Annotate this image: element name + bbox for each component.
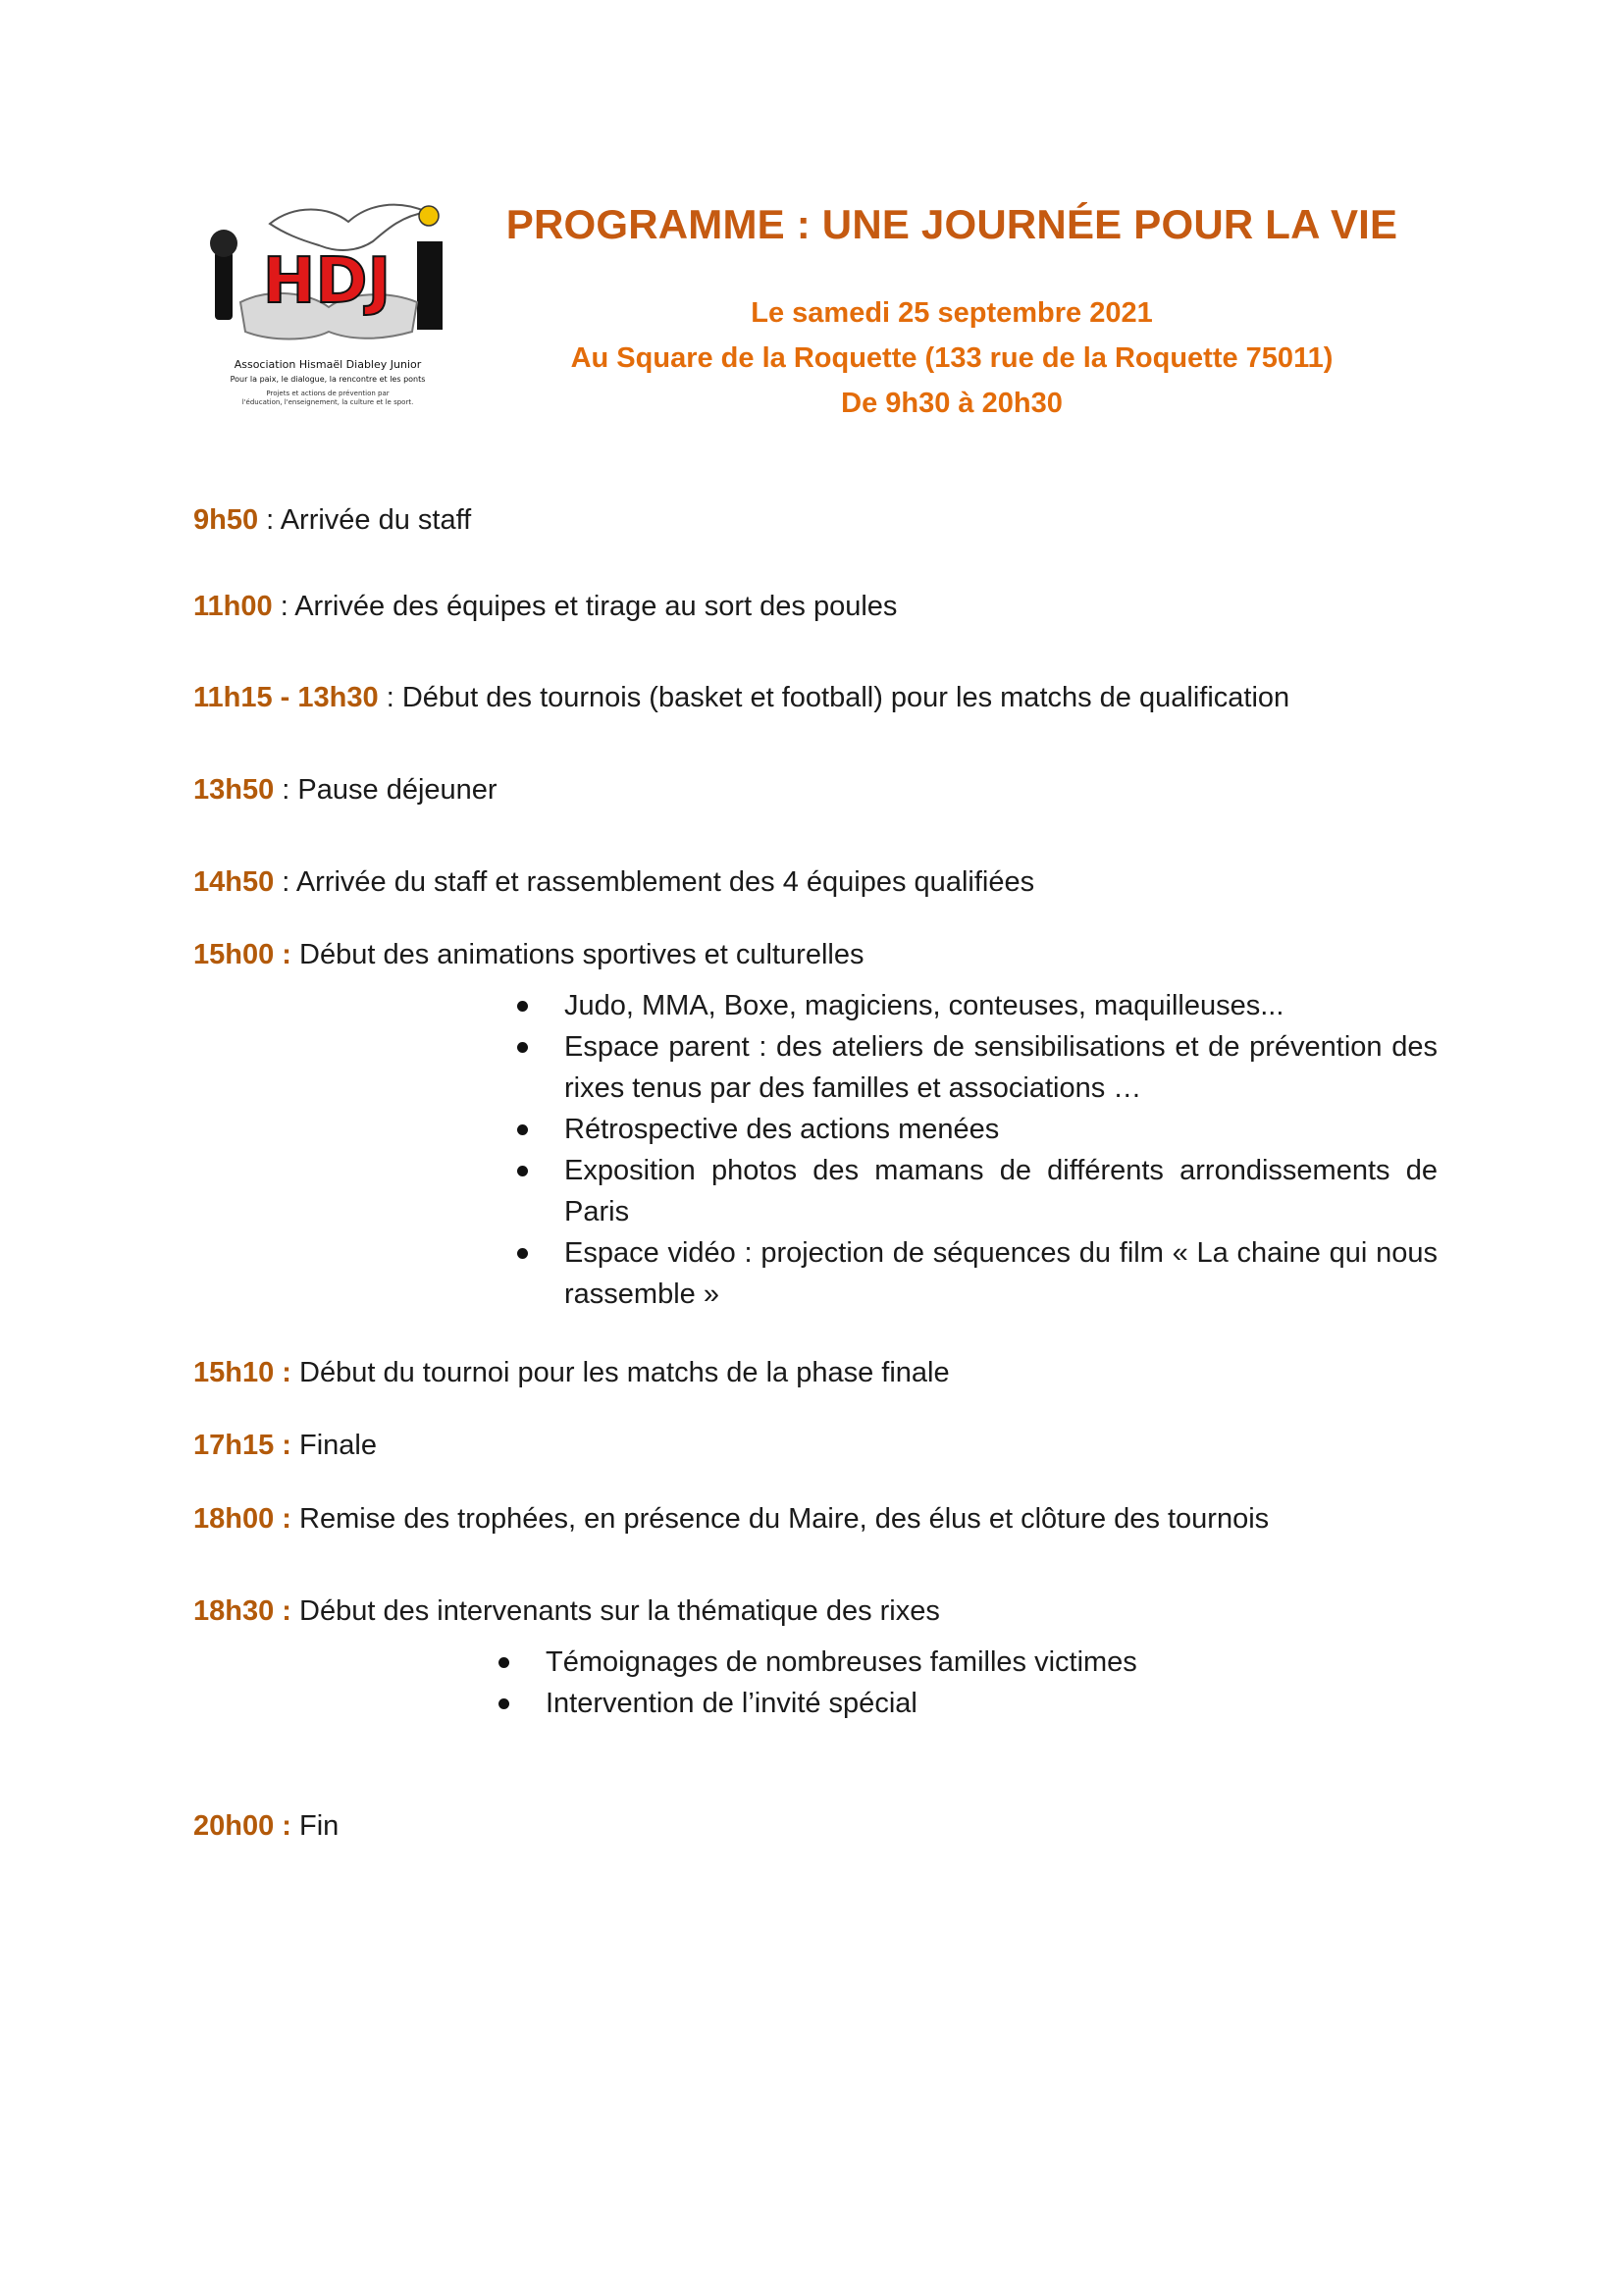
- bullet-icon: [517, 1042, 528, 1053]
- list-item-text: Rétrospective des actions menées: [564, 1114, 1000, 1145]
- schedule-time: 15h00 :: [193, 939, 291, 970]
- schedule-time: 17h15 :: [193, 1430, 291, 1461]
- bullet-icon: [517, 1248, 528, 1259]
- schedule-time: 13h50: [193, 774, 275, 806]
- event-hours: De 9h30 à 20h30: [841, 388, 1063, 419]
- bullet-icon: [517, 1166, 528, 1176]
- page-title: PROGRAMME : UNE JOURNÉE POUR LA VIE: [505, 201, 1398, 247]
- schedule-text: Début des intervenants sur la thématique des rixes: [299, 1595, 940, 1627]
- bullet-icon: [498, 1698, 509, 1709]
- bullet-icon: [498, 1657, 509, 1668]
- schedule-time: 18h30 :: [193, 1595, 291, 1627]
- schedule-text: Début des tournois (basket et football) pour les matchs de qualification: [401, 682, 1290, 713]
- animations-list: [564, 985, 1438, 1315]
- schedule-text: Fin: [299, 1810, 340, 1842]
- schedule-entry: [193, 589, 897, 624]
- list-item: [564, 1232, 1438, 1315]
- schedule-time: 14h50: [193, 866, 275, 898]
- logo-org-line: Association Hismaël Diabley Junior: [234, 358, 422, 371]
- schedule-entry: [193, 1355, 950, 1390]
- schedule-time: 15h10 :: [193, 1357, 291, 1388]
- schedule-time: 11h00: [193, 591, 273, 622]
- schedule-separator: [291, 939, 299, 970]
- schedule-separator: :: [378, 682, 402, 713]
- schedule-separator: [291, 1357, 299, 1388]
- bullet-icon: [517, 1001, 528, 1012]
- schedule-time: 18h00 :: [193, 1503, 291, 1535]
- event-date: Le samedi 25 septembre 2021: [751, 297, 1153, 329]
- schedule-entry: [193, 937, 864, 972]
- schedule-entry: [193, 502, 471, 538]
- schedule-separator: :: [272, 591, 295, 622]
- schedule-time: 11h15 - 13h30: [193, 682, 379, 713]
- schedule-entry: [193, 1808, 339, 1844]
- schedule-separator: [291, 1503, 299, 1535]
- list-item: [546, 1642, 1429, 1683]
- schedule-entry: [193, 680, 1289, 715]
- list-item: [546, 1683, 1429, 1724]
- list-item: [564, 985, 1438, 1026]
- schedule-text: Finale: [299, 1430, 378, 1461]
- logo-tagline: Pour la paix, le dialogue, la rencontre et les ponts: [230, 375, 426, 384]
- schedule-entry: [193, 864, 1034, 900]
- schedule-entry: [193, 772, 498, 808]
- list-item-text: Espace parent : des ateliers de sensibilisations et de prévention des rixes tenus par des familles et associations …: [564, 1031, 1438, 1104]
- schedule-separator: [291, 1810, 299, 1842]
- logo-mission-1: Projets et actions de prévention par: [266, 390, 390, 397]
- list-item-text: Exposition photos des mamans de différents arrondissements de Paris: [564, 1155, 1438, 1227]
- event-location: Au Square de la Roquette (133 rue de la Roquette 75011): [570, 342, 1334, 374]
- logo-mission-2: l'éducation, l'enseignement, la culture et le sport.: [241, 398, 414, 406]
- schedule-separator: [291, 1595, 299, 1627]
- list-item: [564, 1109, 1438, 1150]
- schedule-text: Pause déjeuner: [297, 774, 498, 806]
- logo-mark: HDJ: [262, 245, 392, 318]
- schedule-time: 9h50: [193, 504, 259, 536]
- schedule-text: Début du tournoi pour les matchs de la phase finale: [299, 1357, 950, 1388]
- schedule-time: 20h00 :: [193, 1810, 291, 1842]
- schedule-text: Remise des trophées, en présence du Maire, des élus et clôture des tournois: [299, 1503, 1270, 1535]
- list-item-text: Judo, MMA, Boxe, magiciens, conteuses, maquilleuses...: [564, 990, 1284, 1021]
- event-info: [422, 290, 1482, 426]
- association-logo: [201, 194, 454, 412]
- list-item-text: Intervention de l’invité spécial: [546, 1688, 917, 1719]
- schedule-text: Arrivée du staff et rassemblement des 4 équipes qualifiées: [295, 866, 1035, 898]
- list-item: [564, 1026, 1438, 1109]
- list-item-text: Espace vidéo : projection de séquences du film « La chaine qui nous rassemble »: [564, 1237, 1438, 1310]
- schedule-text: Arrivée du staff: [280, 504, 472, 536]
- speakers-list: [546, 1642, 1429, 1724]
- schedule-separator: :: [274, 774, 298, 806]
- schedule-text: Arrivée des équipes et tirage au sort des poules: [294, 591, 898, 622]
- schedule-separator: :: [258, 504, 281, 536]
- schedule-text: Début des animations sportives et culturelles: [299, 939, 864, 970]
- list-item: [564, 1150, 1438, 1232]
- schedule-entry: [193, 1501, 1269, 1537]
- schedule-separator: [291, 1430, 299, 1461]
- list-item-text: Témoignages de nombreuses familles victimes: [546, 1646, 1137, 1678]
- schedule-entry: [193, 1593, 940, 1629]
- bullet-icon: [517, 1124, 528, 1135]
- schedule-separator: :: [274, 866, 296, 898]
- schedule-entry: [193, 1428, 377, 1463]
